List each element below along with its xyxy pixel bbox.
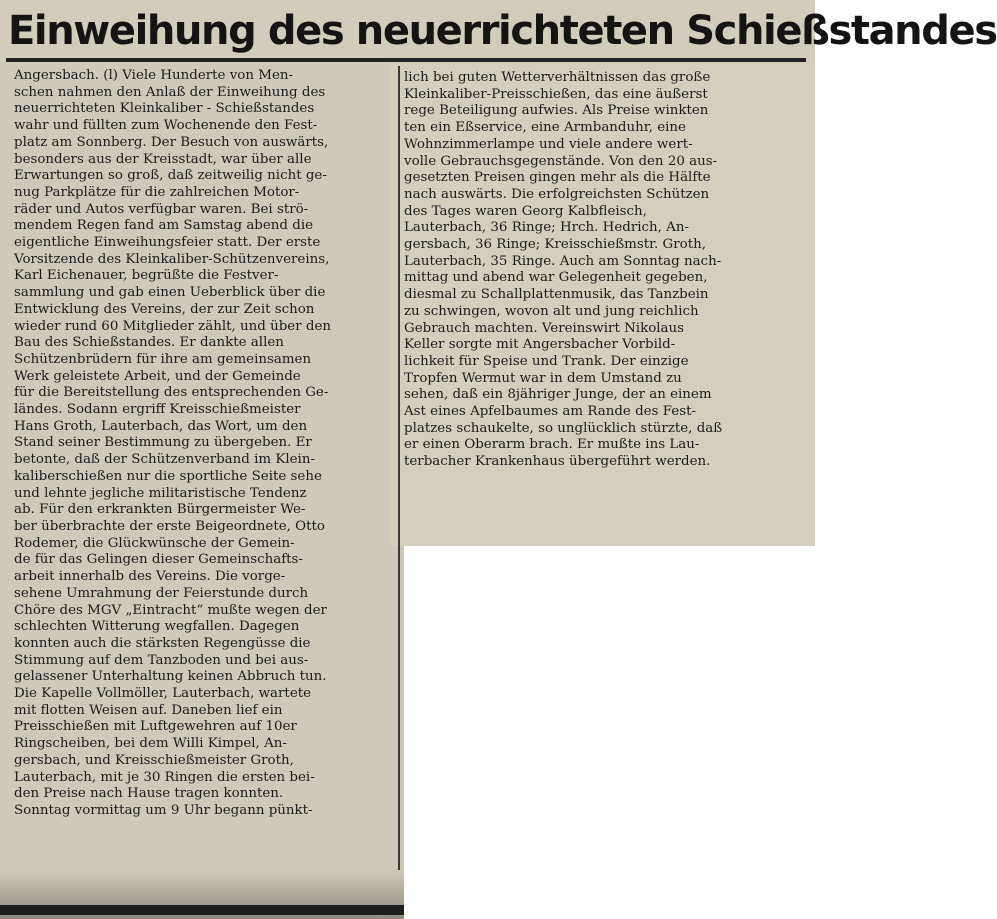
text-line: er einen Oberarm brach. Er mußte ins Lau- xyxy=(404,437,700,453)
headline-rule xyxy=(6,58,806,62)
text-line: Entwicklung des Vereins, der zur Zeit schon xyxy=(14,301,315,317)
column-divider xyxy=(398,66,400,911)
text-line: mit flotten Weisen auf. Daneben lief ein xyxy=(14,702,283,718)
text-line: Ast eines Apfelbaumes am Rande des Fest- xyxy=(404,404,696,420)
text-line: Werk geleistete Arbeit, und der Gemeinde xyxy=(14,368,301,384)
text-line: ten ein Eßservice, eine Armbanduhr, eine xyxy=(404,120,686,136)
text-line: Ringscheiben, bei dem Willi Kimpel, An- xyxy=(14,736,287,752)
text-line: mittag und abend war Gelegenheit gegeben, xyxy=(404,270,708,286)
text-line: lichkeit für Speise und Trank. Der einzige xyxy=(404,353,689,369)
text-line: Wohnzimmerlampe und viele andere wert- xyxy=(404,136,693,152)
text-line: besonders aus der Kreisstadt, war über alle xyxy=(14,151,312,167)
text-line: Keller sorgte mit Angersbacher Vorbild- xyxy=(404,337,676,353)
text-line: für die Bereitstellung des entsprechenden Ge- xyxy=(14,385,329,401)
text-line: terbacher Krankenhaus übergeführt werden. xyxy=(404,454,711,470)
text-line: Stimmung auf dem Tanzboden und bei aus- xyxy=(14,652,309,668)
article-headline: Einweihung des neuerrichteten Schießstandes xyxy=(8,8,997,54)
text-line: des Tages waren Georg Kalbfleisch, xyxy=(404,203,647,219)
text-line: ber überbrachte der erste Beigeordnete, Otto xyxy=(14,518,325,534)
text-line: zu schwingen, wovon alt und jung reichlich xyxy=(404,303,699,319)
text-line: wahr und füllten zum Wochenende den Fest- xyxy=(14,118,318,134)
clipping-bottom-rule xyxy=(0,905,404,915)
text-line: betonte, daß der Schützenverband im Klein- xyxy=(14,452,315,468)
text-line: sehene Umrahmung der Feierstunde durch xyxy=(14,585,309,601)
text-line: gesetzten Preisen gingen mehr als die Hälfte xyxy=(404,170,711,186)
text-line: Hans Groth, Lauterbach, das Wort, um den xyxy=(14,418,308,434)
text-line: eigentliche Einweihungsfeier statt. Der erste xyxy=(14,235,321,251)
text-line: Schützenbrüdern für ihre am gemeinsamen xyxy=(14,351,312,367)
text-line: Lauterbach, 35 Ringe. Auch am Sonntag nach- xyxy=(404,253,722,269)
text-line: Angersbach. (l) Viele Hunderte von Men- xyxy=(14,68,294,83)
text-line: Preisschießen mit Luftgewehren auf 10er xyxy=(14,719,297,735)
text-line: Lauterbach, mit je 30 Ringen die ersten bei- xyxy=(14,769,315,785)
text-line: Erwartungen so groß, daß zeitweilig nicht ge- xyxy=(14,168,327,184)
text-line: gersbach, 36 Ringe; Kreisschießmstr. Groth, xyxy=(404,237,706,253)
text-line: platzes schaukelte, so unglücklich stürzte, daß xyxy=(404,420,723,436)
text-line: räder und Autos verfügbar waren. Bei strö- xyxy=(14,201,309,217)
text-line: Gebrauch machten. Vereinswirt Nikolaus xyxy=(404,320,685,336)
article-column-1 xyxy=(14,68,392,820)
text-line: neuerrichteten Kleinkaliber - Schießstandes xyxy=(14,101,315,117)
text-line: sammlung und gab einen Ueberblick über die xyxy=(14,285,326,301)
text-line: Rodemer, die Glückwünsche der Gemein- xyxy=(14,535,295,551)
text-line: und lehnte jegliche militaristische Tendenz xyxy=(14,485,307,501)
text-line: de für das Gelingen dieser Gemeinschafts- xyxy=(14,552,303,568)
text-line: Sonntag vormittag um 9 Uhr begann pünkt- xyxy=(14,802,313,818)
text-line: gelassener Unterhaltung keinen Abbruch tun. xyxy=(14,669,327,685)
text-line: ab. Für den erkrankten Bürgermeister We- xyxy=(14,502,306,518)
text-line: konnten auch die stärksten Regengüsse die xyxy=(14,635,311,651)
text-line: nug Parkplätze für die zahlreichen Motor- xyxy=(14,184,300,200)
text-line: Stand seiner Bestimmung zu übergeben. Er xyxy=(14,435,312,451)
text-line: diesmal zu Schallplattenmusik, das Tanzbein xyxy=(404,287,709,303)
text-line: Bau des Schießstandes. Er dankte allen xyxy=(14,335,284,351)
text-line: Tropfen Wermut war in dem Umstand zu xyxy=(404,370,682,386)
text-line: gersbach, und Kreisschießmeister Groth, xyxy=(14,752,294,768)
text-line: ländes. Sodann ergriff Kreisschießmeister xyxy=(14,402,301,418)
text-line: schen nahmen den Anlaß der Einweihung des xyxy=(14,84,326,100)
article-column-2 xyxy=(404,70,808,471)
text-line: volle Gebrauchsgegenstände. Von den 20 aus- xyxy=(404,153,718,169)
text-line: Lauterbach, 36 Ringe; Hrch. Hedrich, An- xyxy=(404,220,689,236)
text-line: Die Kapelle Vollmöller, Lauterbach, wartete xyxy=(14,686,312,702)
text-line: rege Beteiligung aufwies. Als Preise winkten xyxy=(404,103,709,119)
text-line: kaliberschießen nur die sportliche Seite sehe xyxy=(14,468,322,484)
text-line: sehen, daß ein 8jähriger Junge, der an einem xyxy=(404,387,712,403)
text-line: mendem Regen fand am Samstag abend die xyxy=(14,218,314,234)
text-line: lich bei guten Wetterverhältnissen das große xyxy=(404,70,711,85)
text-line: schlechten Witterung wegfallen. Dagegen xyxy=(14,619,300,635)
text-line: nach auswärts. Die erfolgreichsten Schützen xyxy=(404,186,710,202)
text-line: Vorsitzende des Kleinkaliber-Schützenvereins, xyxy=(14,251,330,267)
text-line: platz am Sonnberg. Der Besuch von auswärts, xyxy=(14,134,329,150)
text-line: wieder rund 60 Mitglieder zählt, und über den xyxy=(14,318,332,334)
text-line: Chöre des MGV „Eintracht“ mußte wegen der xyxy=(14,602,327,618)
text-line: Karl Eichenauer, begrüßte die Festver- xyxy=(14,268,279,284)
text-line: den Preise nach Hause tragen konnten. xyxy=(14,786,284,802)
text-line: Kleinkaliber-Preisschießen, das eine äußerst xyxy=(404,86,708,102)
text-line: arbeit innerhalb des Vereins. Die vorge- xyxy=(14,569,286,585)
